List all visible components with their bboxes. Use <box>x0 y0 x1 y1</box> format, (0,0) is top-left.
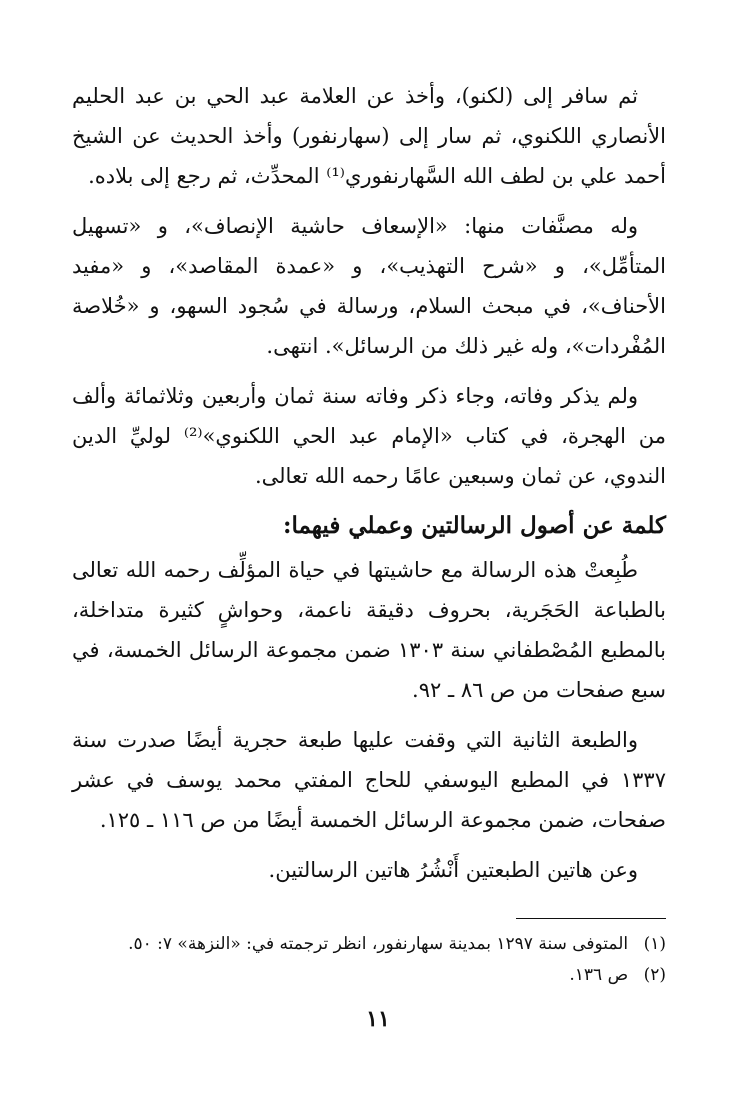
footnote-1-text: المتوفى سنة ١٢٩٧ بمدينة سهارنفور، انظر ترجمته في: «النزهة» ٧: ٥٠. <box>128 934 629 954</box>
footnote-1 <box>72 929 666 960</box>
footnote-2-text: ص ١٣٦. <box>569 965 629 985</box>
footnote-separator <box>516 918 666 919</box>
footnote-1-number: (١) <box>643 934 666 954</box>
footnote-2 <box>72 960 666 991</box>
paragraph-first-edition: طُبِعتْ هذه الرسالة مع حاشيتها في حياة المؤلِّف رحمه الله تعالى بالطباعة الحَجَرية، بحروف دقيقة ناعمة، وحواشٍ كثيرة متداخلة، بالمطبع المُصْطفاني سنة ١٣٠٣ ضمن مجموعة الرسائل الخمسة، في سبع صفحات من ص ٨٦ ـ ٩٢. <box>72 558 666 702</box>
paragraph-death: ولم يذكر وفاته، وجاء ذكر وفاته سنة ثمان وأربعين وثلاثمائة وألف من الهجرة، في كتاب «الإمام عبد الحي اللكنوي»⁽²⁾ لوليِّ الدين الندوي، عن ثمان وسبعين عامًا رحمه الله تعالى. <box>72 384 666 488</box>
paragraph-works: وله مصنَّفات منها: «الإسعاف حاشية الإنصاف»، و «تسهيل المتأمِّل»، و «شرح التهذيب»، و «عمدة المقاصد»، و «مفيد الأحناف»، في مبحث السلام، ورسالة في سُجود السهو، و «خُلاصة المُفْردات»، وله غير ذلك من الرسائل». انتهى. <box>72 214 666 358</box>
section-heading: كلمة عن أصول الرسالتين وعملي فيهما: <box>283 512 666 539</box>
paragraph-publish-note: وعن هاتين الطبعتين أَنْشُرُ هاتين الرسالتين. <box>268 858 638 882</box>
paragraph-second-edition: والطبعة الثانية التي وقفت عليها طبعة حجرية أيضًا صدرت سنة ١٣٣٧ في المطبع اليوسفي للحاج المفتي محمد يوسف في عشر صفحات، ضمن مجموعة الرسائل الخمسة أيضًا من ص ١١٦ ـ ١٢٥. <box>72 728 666 832</box>
paragraph-travel: ثم سافر إلى (لكنو)، وأخذ عن العلامة عبد الحي بن عبد الحليم الأنصاري اللكنوي، ثم سار إلى (سهارنفور) وأخذ الحديث عن الشيخ أحمد علي بن لطف الله السَّهارنفوري⁽¹⁾ المحدِّث، ثم رجع إلى بلاده. <box>72 84 666 188</box>
footnote-2-number: (٢) <box>643 965 666 985</box>
page-number: ١١ <box>366 1006 390 1032</box>
